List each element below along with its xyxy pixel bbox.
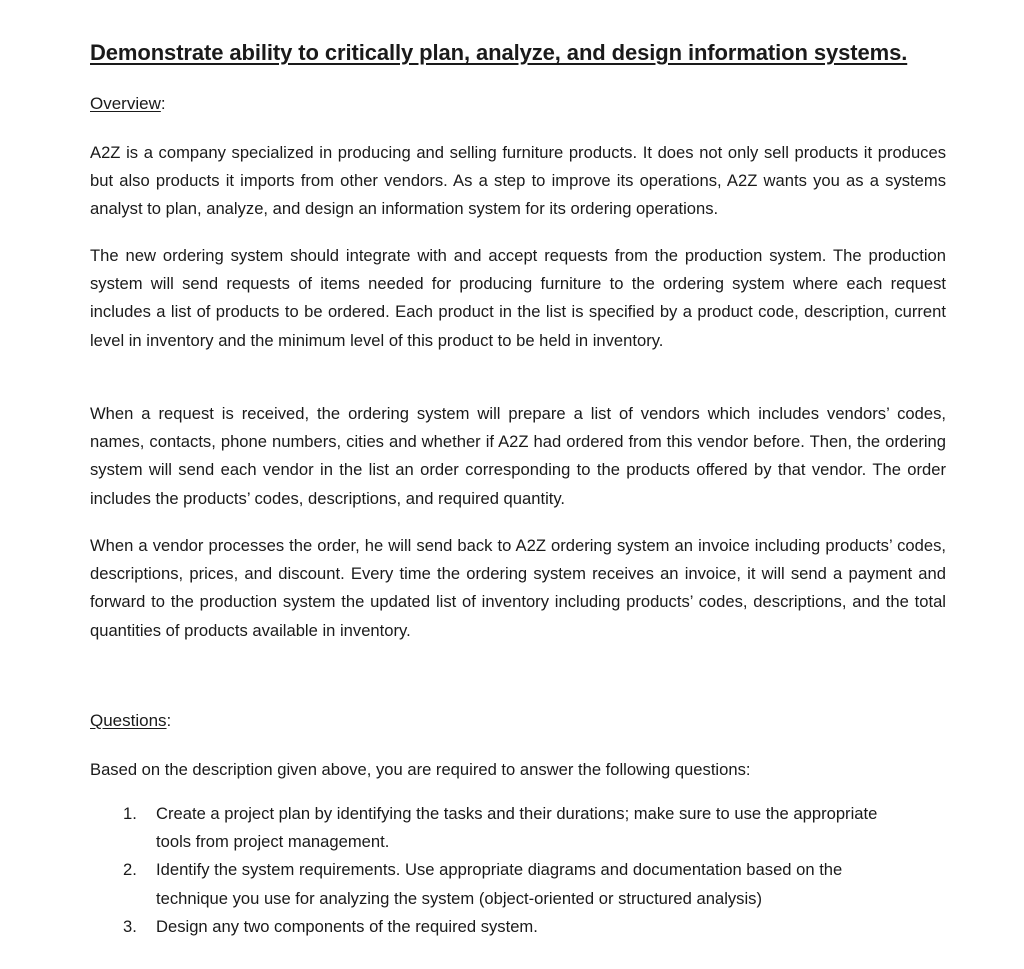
question-item	[90, 800, 946, 856]
questions-list	[90, 800, 946, 941]
overview-paragraph-1: A2Z is a company specialized in producing and selling furniture products. It does not only sell products it produces but also products it imports from other vendors. As a step to improve its operations, A2Z wants you as a systems analyst to plan, analyze, and design an information system for its ordering operations.	[90, 143, 946, 219]
question-item	[90, 856, 946, 912]
question-item	[90, 913, 946, 941]
question-number: 2.	[123, 860, 137, 880]
overview-heading	[90, 94, 166, 114]
document-title: Demonstrate ability to critically plan, analyze, and design information systems.	[90, 40, 908, 65]
question-text: Design any two components of the required system.	[156, 916, 538, 936]
question-text: Identify the system requirements. Use appropriate diagrams and documentation based on the technique you use for analyzing the system (object-oriented or structured analysis)	[156, 860, 843, 908]
question-text: Create a project plan by identifying the tasks and their durations; make sure to use the appropriate tools from project management.	[156, 804, 878, 852]
questions-heading-label: Questions	[90, 711, 167, 730]
question-number: 1.	[123, 804, 137, 823]
overview-heading-colon: :	[160, 94, 166, 113]
overview-paragraph-3: When a request is received, the ordering system will prepare a list of vendors which includes vendors’ codes, names, contacts, phone numbers, cities and whether if A2Z had ordered from this vendor before. Then, the ordering system will send each vendor in the list an order corresponding to the products offered by that vendor. The order includes the products’ codes, descriptions, and required quantity.	[90, 404, 946, 508]
overview-paragraph-4: When a vendor processes the order, he will send back to A2Z ordering system an invoice including products’ codes, descriptions, prices, and discount. Every time the ordering system receives an invoice, it will send a payment and forward to the production system the updated list of inventory including products’ codes, descriptions, and the total quantities of products available in inventory.	[90, 536, 946, 640]
question-number: 3.	[123, 916, 137, 936]
overview-paragraph-2: The new ordering system should integrate with and accept requests from the production system. The production system will send requests of items needed for producing furniture to the ordering system where each request includes a list of products to be ordered. Each product in the list is specified by a product code, description, current level in inventory and the minimum level of this product to be held in inventory.	[90, 246, 946, 350]
questions-heading	[90, 711, 171, 731]
overview-heading-label: Overview	[90, 94, 161, 113]
questions-heading-colon: :	[166, 711, 172, 730]
questions-intro: Based on the description given above, you are required to answer the following questions:	[90, 760, 751, 779]
